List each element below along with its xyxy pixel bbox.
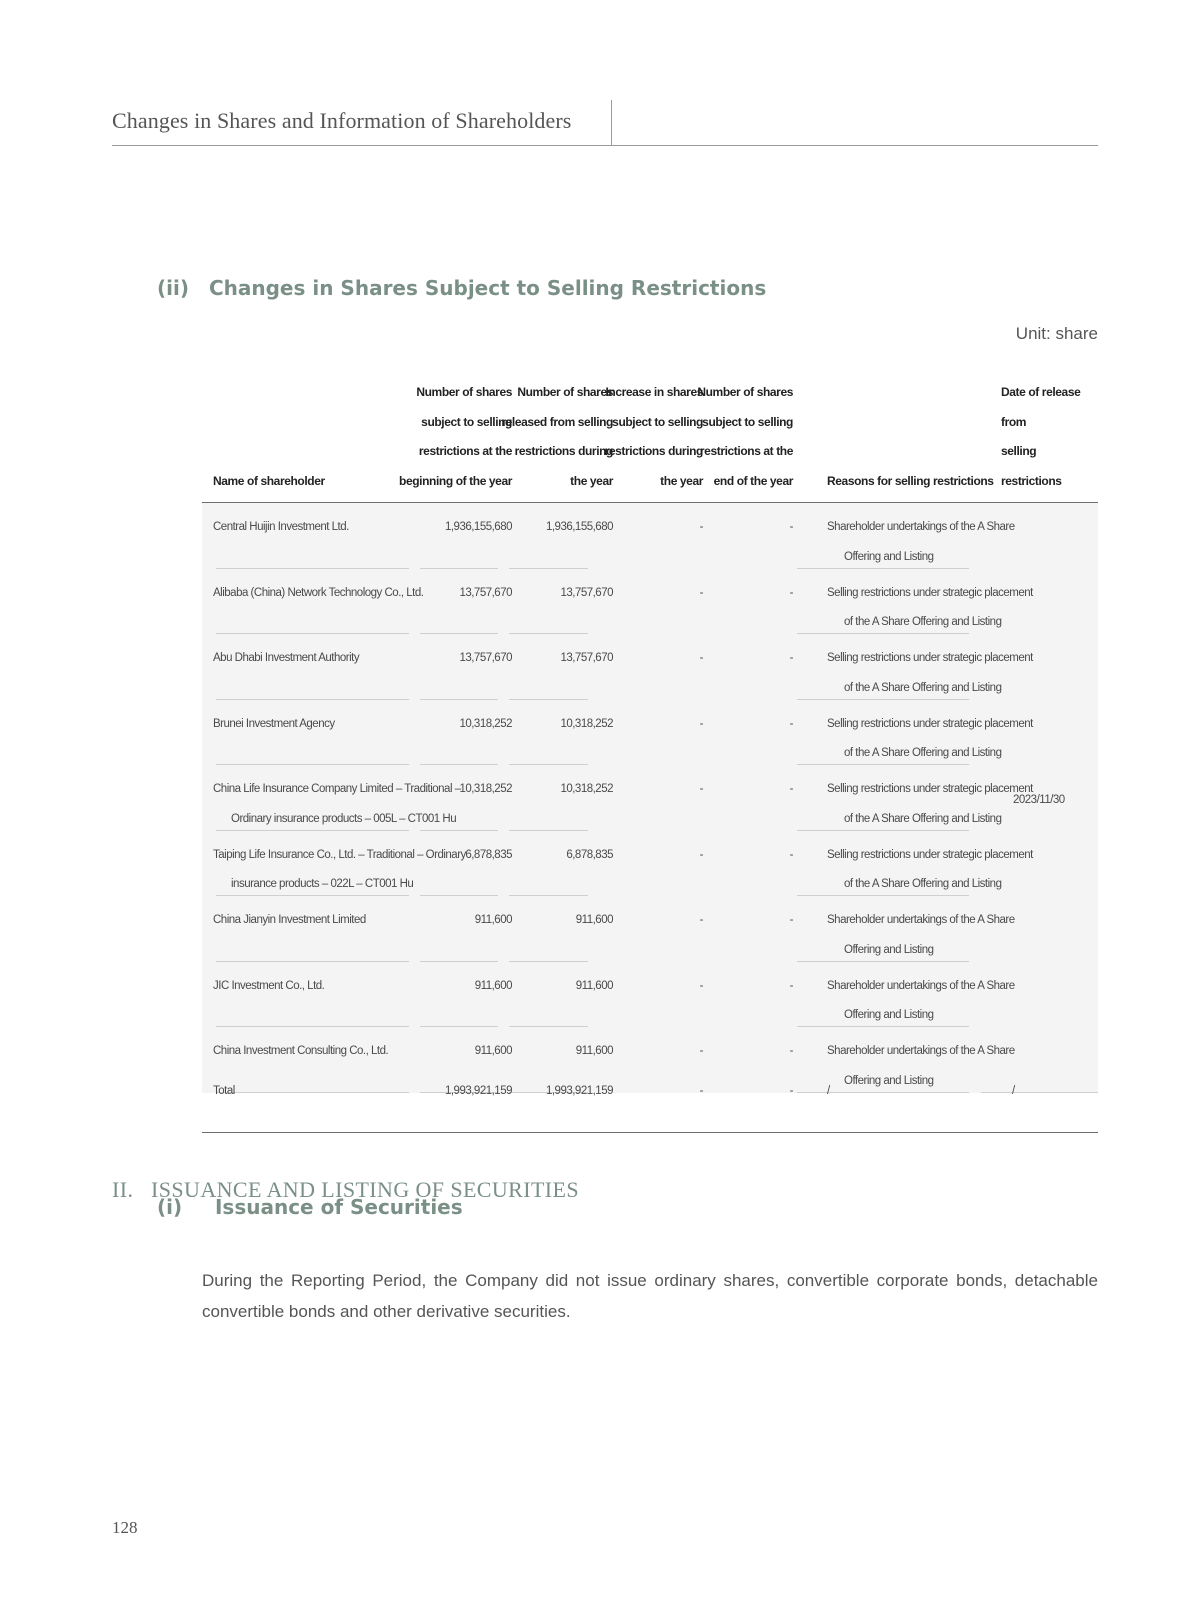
- increase-shares: -: [699, 586, 703, 599]
- restriction-reason-continued: Offering and Listing: [844, 943, 934, 956]
- header-end: Number of shares subject to selling restrictions at the end of the year: [697, 385, 793, 488]
- shareholder-name: Brunei Investment Agency: [213, 717, 335, 730]
- table-header: [202, 382, 1098, 503]
- released-shares: 1,936,155,680: [545, 521, 613, 533]
- table-bottom-rule: [202, 1132, 1098, 1133]
- restriction-reason-continued: of the A Share Offering and Listing: [844, 878, 1002, 890]
- begin-shares: 6,878,835: [465, 848, 512, 861]
- increase-shares: -: [699, 521, 703, 533]
- restriction-reason: Shareholder undertakings of the A Share: [827, 521, 1015, 533]
- restriction-reason: Shareholder undertakings of the A Share: [827, 1045, 1015, 1057]
- begin-shares: 10,318,252: [459, 783, 512, 795]
- increase-shares: -: [699, 1045, 703, 1057]
- restriction-reason: Shareholder undertakings of the A Share: [827, 914, 1015, 926]
- restriction-reason-continued: Offering and Listing: [844, 550, 934, 563]
- total-date: /: [1012, 1085, 1015, 1097]
- header-increase: Increase in shares subject to selling restrictions during the year: [604, 385, 703, 488]
- shareholder-name: Central Huijin Investment Ltd.: [213, 521, 349, 533]
- restriction-reason-continued: Offering and Listing: [844, 1074, 934, 1087]
- table-row: [202, 831, 1098, 897]
- header-released: Number of shares released from selling restrictions during the year: [501, 385, 613, 488]
- end-shares: -: [789, 521, 793, 533]
- end-shares: -: [789, 914, 793, 926]
- total-reason: /: [827, 1085, 830, 1097]
- released-shares: 911,600: [575, 979, 613, 992]
- increase-shares: -: [699, 914, 703, 926]
- shareholder-name-continued: insurance products – 022L – CT001 Hu: [231, 878, 414, 890]
- released-shares: 911,600: [575, 914, 613, 926]
- restriction-reason: Selling restrictions under strategic placement: [827, 848, 1033, 861]
- shareholder-name-continued: Ordinary insurance products – 005L – CT001 Hu: [231, 812, 457, 825]
- begin-shares: 911,600: [474, 979, 512, 992]
- release-date-cell: 2023/11/30: [1013, 794, 1065, 806]
- restriction-reason-continued: of the A Share Offering and Listing: [844, 747, 1002, 759]
- total-begin: 1,993,921,159: [444, 1085, 512, 1097]
- table-row: [202, 503, 1098, 569]
- shareholder-name: China Jianyin Investment Limited: [213, 914, 366, 926]
- end-shares: -: [789, 979, 793, 992]
- released-shares: 911,600: [575, 1045, 613, 1057]
- begin-shares: 10,318,252: [459, 717, 512, 730]
- begin-shares: 13,757,670: [459, 652, 512, 664]
- shareholder-name: Abu Dhabi Investment Authority: [213, 652, 360, 664]
- increase-shares: -: [699, 979, 703, 992]
- shareholder-name: China Investment Consulting Co., Ltd.: [213, 1045, 389, 1057]
- begin-shares: 13,757,670: [459, 586, 512, 599]
- section-i-title: Issuance of Securities: [214, 1195, 463, 1219]
- page-number: 128: [112, 1518, 138, 1537]
- restriction-reason: Selling restrictions under strategic placement: [827, 652, 1033, 664]
- header-name: Name of shareholder: [213, 473, 325, 488]
- section-i-number: (i): [157, 1195, 183, 1219]
- table-row: [202, 569, 1098, 635]
- begin-shares: 911,600: [474, 914, 512, 926]
- header-divider-horizontal: [112, 145, 1098, 146]
- end-shares: -: [789, 717, 793, 730]
- total-label: Total: [213, 1085, 235, 1097]
- running-title: Changes in Shares and Information of Shareholders: [112, 108, 572, 133]
- released-shares: 13,757,670: [560, 586, 613, 599]
- unit-label: Unit: share: [1015, 324, 1098, 343]
- restriction-reason: Shareholder undertakings of the A Share: [827, 979, 1015, 992]
- shareholder-name: Alibaba (China) Network Technology Co., Ltd.: [213, 586, 424, 599]
- table-row: [202, 896, 1098, 962]
- section-i-heading: [157, 1195, 463, 1219]
- restriction-reason: Selling restrictions under strategic placement: [827, 586, 1033, 599]
- header-reason: Reasons for selling restrictions: [827, 473, 994, 488]
- begin-shares: 911,600: [474, 1045, 512, 1057]
- released-shares: 6,878,835: [566, 848, 613, 861]
- restriction-reason-continued: Offering and Listing: [844, 1009, 934, 1021]
- table-row: [202, 700, 1098, 766]
- header-date: Date of release from selling restrictions: [1001, 385, 1081, 488]
- header-begin: Number of shares subject to selling restrictions at the beginning of the year: [399, 385, 512, 488]
- section-ii-heading: [157, 276, 766, 300]
- restriction-reason-continued: of the A Share Offering and Listing: [844, 616, 1002, 628]
- total-increase: -: [699, 1085, 703, 1097]
- total-end: -: [789, 1085, 793, 1097]
- section-ii-title: Changes in Shares Subject to Selling Restrictions: [208, 276, 767, 300]
- section-ii-number: (ii): [157, 276, 189, 300]
- restriction-reason: Selling restrictions under strategic placement: [827, 717, 1033, 730]
- released-shares: 10,318,252: [560, 783, 613, 795]
- table-row: [202, 765, 1098, 831]
- shareholder-name: JIC Investment Co., Ltd.: [213, 979, 325, 992]
- total-released: 1,993,921,159: [545, 1085, 613, 1097]
- released-shares: 10,318,252: [560, 717, 613, 730]
- increase-shares: -: [699, 652, 703, 664]
- section-II-heading: II. ISSUANCE AND LISTING OF SECURITIES: [112, 1177, 580, 1202]
- end-shares: -: [789, 848, 793, 861]
- end-shares: -: [789, 1045, 793, 1057]
- end-shares: -: [789, 652, 793, 664]
- begin-shares: 1,936,155,680: [444, 521, 512, 533]
- header-divider-vertical: [611, 100, 612, 146]
- increase-shares: -: [699, 783, 703, 795]
- end-shares: -: [789, 586, 793, 599]
- body-paragraph: During the Reporting Period, the Company did not issue ordinary shares, convertible corporate bonds, detachable convertible bonds and other derivative securities.: [202, 1271, 1098, 1321]
- restriction-reason-continued: of the A Share Offering and Listing: [844, 812, 1002, 825]
- end-shares: -: [789, 783, 793, 795]
- released-shares: 13,757,670: [560, 652, 613, 664]
- restriction-reason-continued: of the A Share Offering and Listing: [844, 681, 1002, 694]
- increase-shares: -: [699, 717, 703, 730]
- total-row: [202, 1067, 1098, 1133]
- table-row: [202, 962, 1098, 1028]
- increase-shares: -: [699, 848, 703, 861]
- shareholder-name: Taiping Life Insurance Co., Ltd. – Traditional – Ordinary: [213, 848, 466, 861]
- restriction-reason: Selling restrictions under strategic placement: [827, 783, 1033, 795]
- table-row: [202, 634, 1098, 700]
- shareholder-name: China Life Insurance Company Limited – Traditional –: [213, 783, 461, 795]
